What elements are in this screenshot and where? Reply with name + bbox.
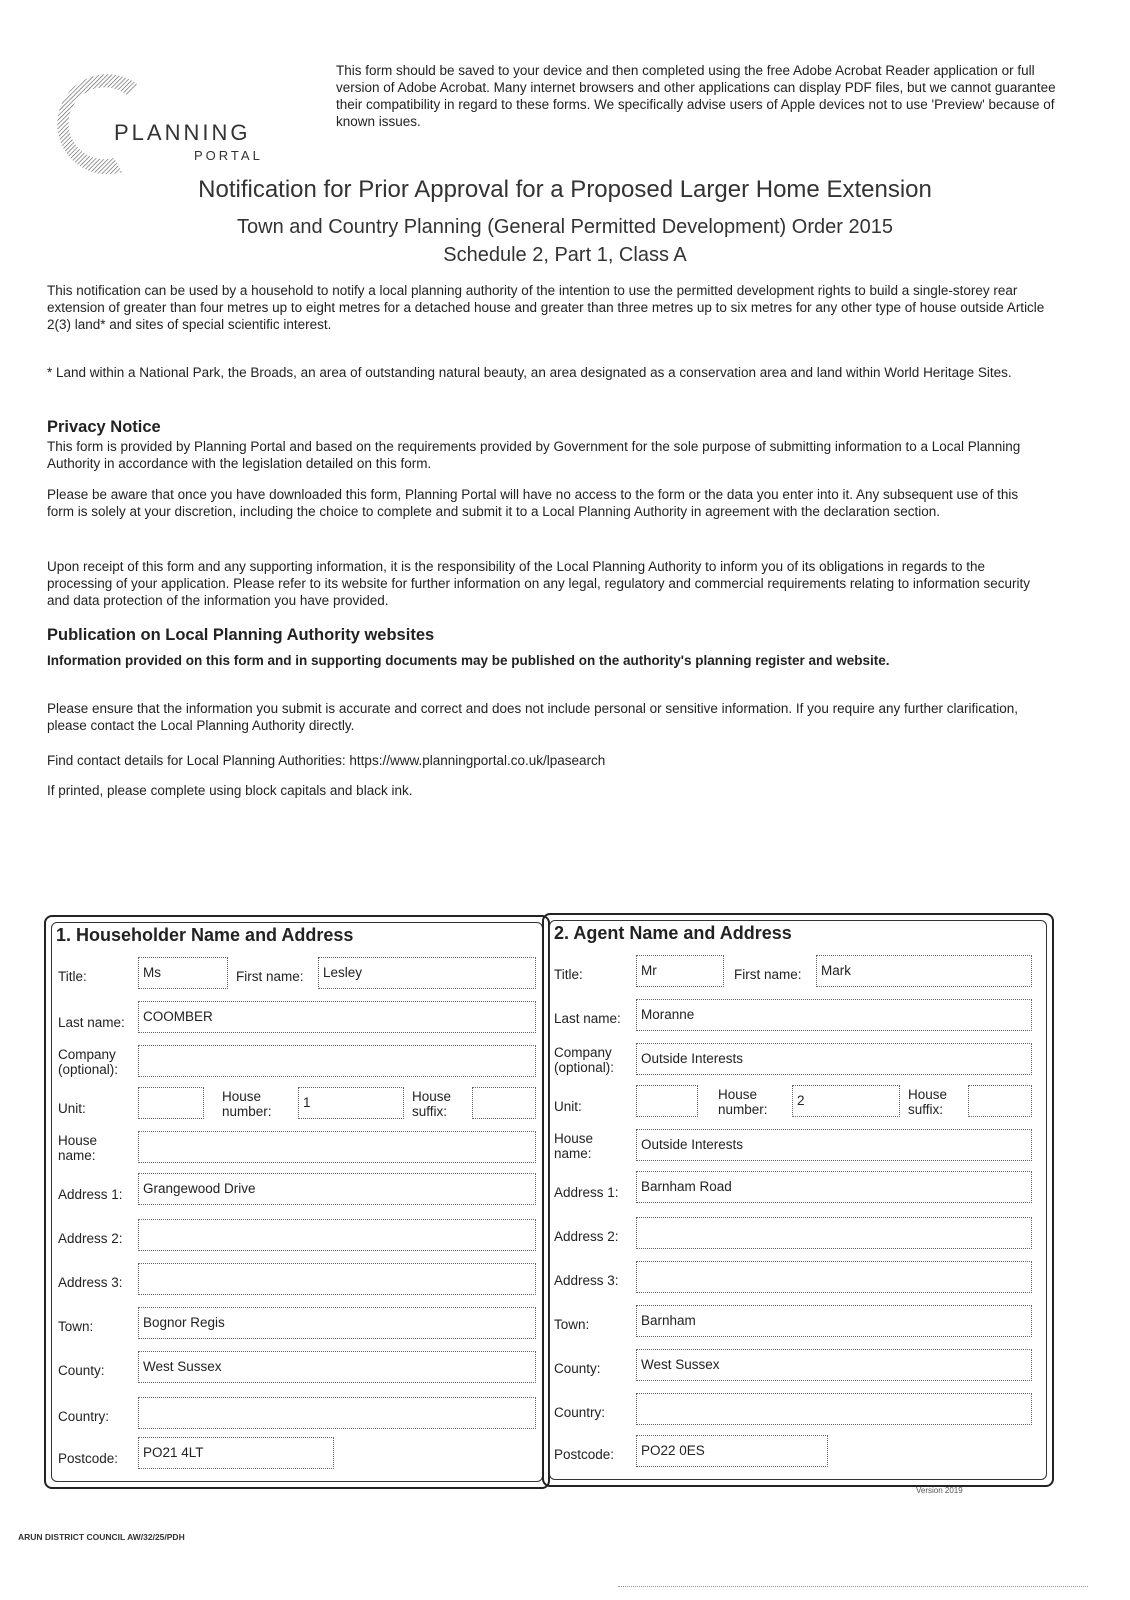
intro-note: This form should be saved to your device and then completed using the free Adobe Acrobat Reader application or full version of Adobe Acrobat. Many internet browsers and other applications can display PDF files, but we cannot guarantee their compatibility in regard to these forms. We specifically advise users of Apple devices not to use 'Preview' because of known issues. (336, 63, 1056, 129)
agent-town-field[interactable]: Barnham (636, 1305, 1032, 1337)
publication-paragraph-1: Please ensure that the information you submit is accurate and correct and does not include personal or sensitive information. If you require any further clarification, please contact the Local Planning Authority directly. (47, 701, 1019, 733)
town-label: Town: (554, 1317, 590, 1332)
first-name-label: First name: (734, 967, 802, 982)
privacy-paragraph-3: Upon receipt of this form and any supporting information, it is the responsibility of the Local Planning Authority to inform you of its obligations in regards to the processing of your application. Please refer to its website for further information on any legal, regulatory and commercial requirements relating to information security and data protection of the information you have provided. (47, 559, 1030, 608)
first-name-label: First name: (236, 969, 304, 984)
householder-country-field[interactable] (138, 1397, 536, 1429)
county-label: County: (58, 1363, 105, 1378)
publication-bold-text: Information provided on this form and in supporting documents may be published on the authority's planning register and website. (47, 653, 890, 668)
form-title: Notification for Prior Approval for a Proposed Larger Home Extension (198, 176, 932, 203)
version-label: Version 2019 (916, 1486, 963, 1495)
privacy-paragraph-1: This form is provided by Planning Portal and based on the requirements provided by Government for the sole purpose of submitting information to a Local Planning Authority in accordance with the legislation detailed on this form. (47, 439, 1021, 471)
agent-house-number-field[interactable]: 2 (792, 1085, 900, 1117)
householder-heading: 1. Householder Name and Address (56, 925, 354, 945)
description-text: This notification can be used by a household to notify a local planning authority of the intention to use the permitted development rights to build a single-storey rear extension of greater than four metres up to eight metres for a detached house and greater than three metres up to six metres for any other type of house outside Article 2(3) land* and sites of special scientific interest. (47, 283, 1045, 332)
agent-postcode-field[interactable]: PO22 0ES (636, 1435, 828, 1467)
unit-label: Unit: (58, 1101, 86, 1116)
householder-company-field[interactable] (138, 1045, 536, 1077)
agent-title-field[interactable]: Mr (636, 955, 724, 987)
agent-unit-field[interactable] (636, 1085, 698, 1117)
householder-title-field[interactable]: Ms (138, 957, 228, 989)
agent-heading: 2. Agent Name and Address (554, 923, 792, 943)
publication-heading: Publication on Local Planning Authority websites (47, 626, 435, 644)
agent-last-name-field[interactable]: Moranne (636, 999, 1032, 1031)
address2-label: Address 2: (58, 1231, 123, 1246)
address1-label: Address 1: (58, 1187, 123, 1202)
householder-address3-field[interactable] (138, 1263, 536, 1295)
agent-address1-field[interactable]: Barnham Road (636, 1171, 1032, 1203)
householder-house-number-field[interactable]: 1 (298, 1087, 404, 1119)
householder-town-field[interactable]: Bognor Regis (138, 1307, 536, 1339)
privacy-paragraph-2: Please be aware that once you have downloaded this form, Planning Portal will have no access to the form or the data you enter into it. Any subsequent use of this form is solely at your discretion, including the choice to complete and submit it to a Local Planning Authority in agreement with the declaration section. (47, 487, 1019, 519)
agent-country-field[interactable] (636, 1393, 1032, 1425)
address1-label: Address 1: (554, 1185, 619, 1200)
householder-address1-field[interactable]: Grangewood Drive (138, 1173, 536, 1205)
house-number-label: House number: (222, 1089, 272, 1119)
address3-label: Address 3: (58, 1275, 123, 1290)
country-label: Country: (58, 1409, 110, 1424)
town-label: Town: (58, 1319, 94, 1334)
title-label: Title: (554, 967, 583, 982)
planning-portal-logo (42, 72, 302, 182)
footer-divider (618, 1586, 1088, 1587)
householder-house-suffix-field[interactable] (472, 1087, 536, 1119)
address3-label: Address 3: (554, 1273, 619, 1288)
last-name-label: Last name: (58, 1015, 125, 1030)
postcode-label: Postcode: (554, 1447, 615, 1462)
house-name-label: House name: (554, 1131, 594, 1161)
address2-label: Address 2: (554, 1229, 619, 1244)
last-name-label: Last name: (554, 1011, 621, 1026)
agent-company-field[interactable]: Outside Interests (636, 1043, 1032, 1075)
householder-county-field[interactable]: West Sussex (138, 1351, 536, 1383)
unit-label: Unit: (554, 1099, 582, 1114)
householder-address2-field[interactable] (138, 1219, 536, 1251)
agent-first-name-field[interactable]: Mark (816, 955, 1032, 987)
company-label: Company (optional): (58, 1047, 119, 1077)
householder-postcode-field[interactable]: PO21 4LT (138, 1437, 334, 1469)
householder-first-name-field[interactable]: Lesley (318, 957, 536, 989)
lpa-contact-text: Find contact details for Local Planning Authorities: https://www.planningportal.co.uk/lpasearch (47, 753, 606, 768)
householder-panel (44, 915, 550, 1489)
block-capitals-note: If printed, please complete using block capitals and black ink. (47, 783, 413, 798)
logo-word: PLANNING (114, 120, 251, 145)
agent-house-suffix-field[interactable] (968, 1085, 1032, 1117)
privacy-heading: Privacy Notice (47, 418, 161, 436)
footer-reference: ARUN DISTRICT COUNCIL AW/32/25/PDH (18, 1532, 185, 1542)
agent-address2-field[interactable] (636, 1217, 1032, 1249)
logo-sub: PORTAL (194, 148, 263, 163)
postcode-label: Postcode: (58, 1451, 119, 1466)
householder-house-name-field[interactable] (138, 1131, 536, 1163)
agent-panel (542, 913, 1054, 1487)
agent-address3-field[interactable] (636, 1261, 1032, 1293)
form-subtitle-order: Town and Country Planning (General Permitted Development) Order 2015 (237, 216, 893, 238)
house-suffix-label: House suffix: (908, 1087, 948, 1117)
footnote-text: * Land within a National Park, the Broads, an area of outstanding natural beauty, an area designated as a conservation area and land within World Heritage Sites. (47, 365, 1012, 380)
agent-house-name-field[interactable]: Outside Interests (636, 1129, 1032, 1161)
householder-unit-field[interactable] (138, 1087, 204, 1119)
house-suffix-label: House suffix: (412, 1089, 452, 1119)
county-label: County: (554, 1361, 601, 1376)
title-label: Title: (58, 969, 87, 984)
company-label: Company (optional): (554, 1045, 615, 1075)
country-label: Country: (554, 1405, 606, 1420)
householder-last-name-field[interactable]: COOMBER (138, 1001, 536, 1033)
agent-county-field[interactable]: West Sussex (636, 1349, 1032, 1381)
house-number-label: House number: (718, 1087, 768, 1117)
house-name-label: House name: (58, 1133, 98, 1163)
form-subtitle-schedule: Schedule 2, Part 1, Class A (443, 244, 687, 266)
